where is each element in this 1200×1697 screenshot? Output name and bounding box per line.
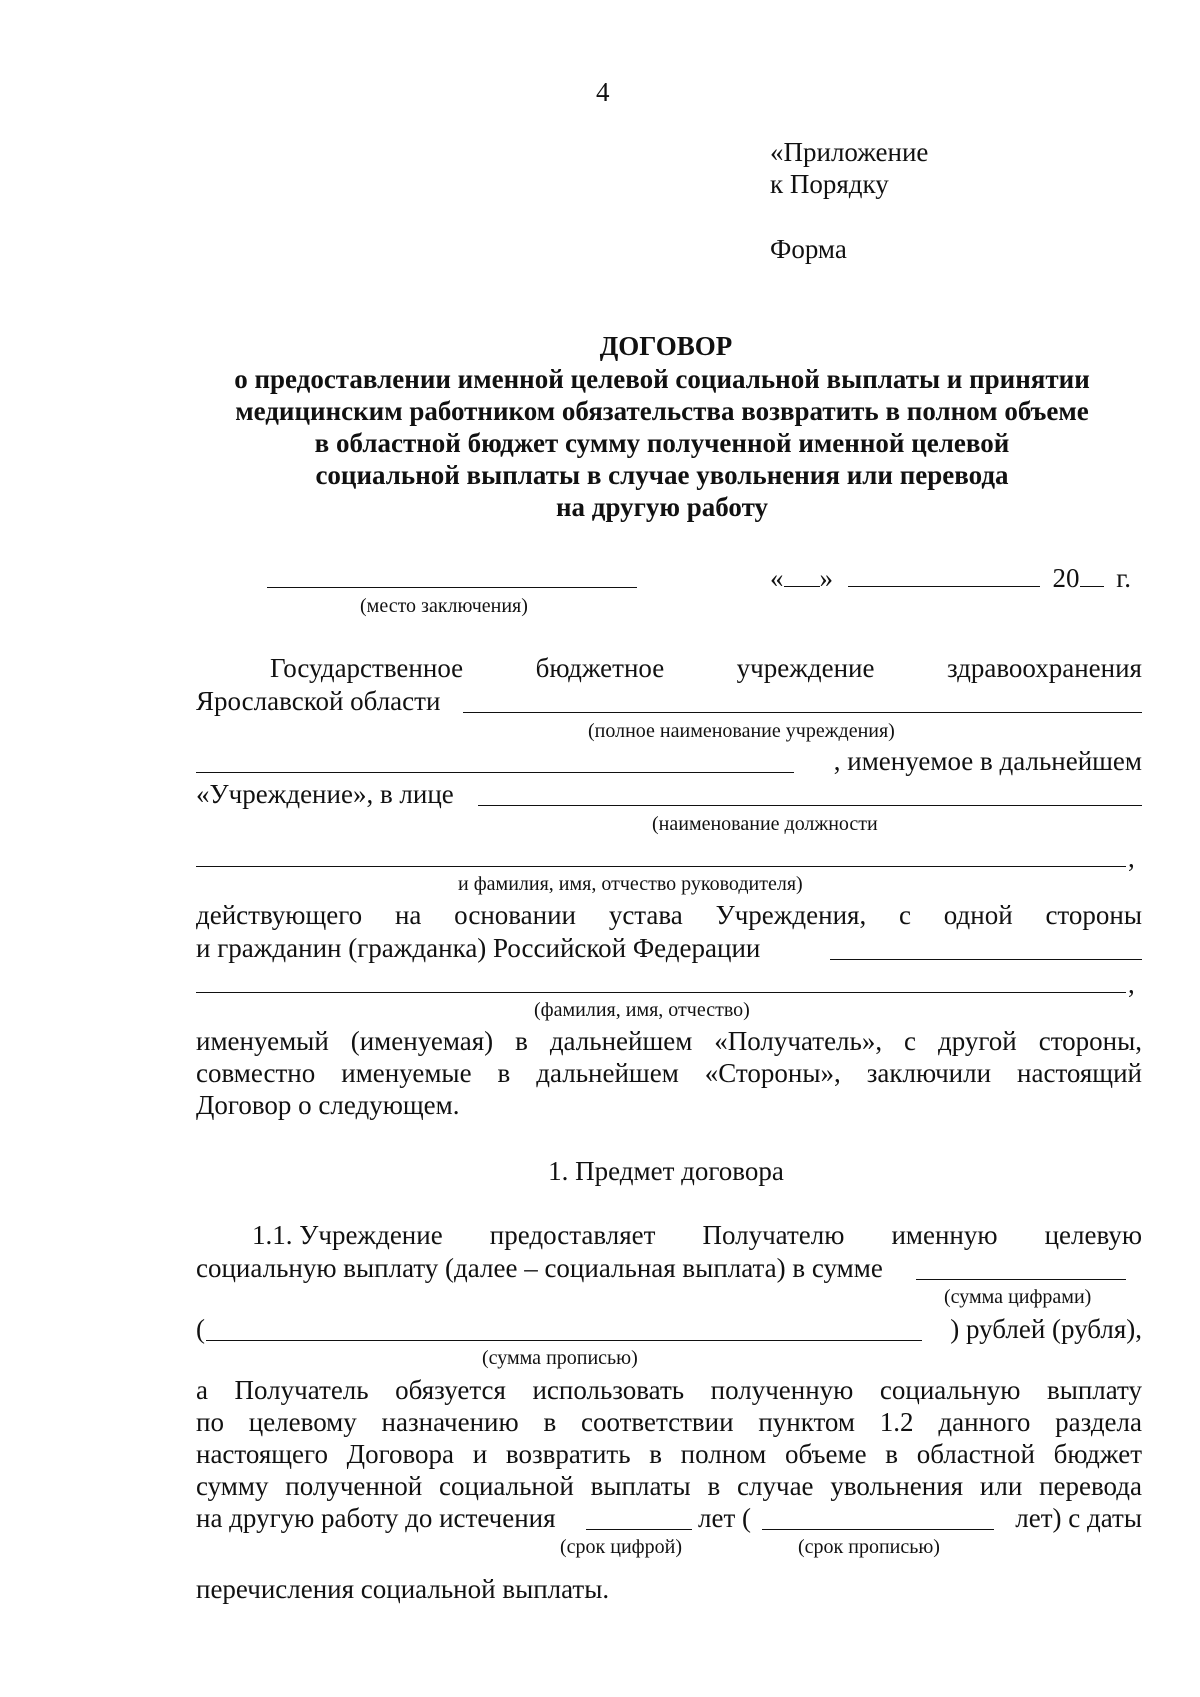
caption-sum-digits: (сумма цифрами) bbox=[944, 1286, 1092, 1308]
section-1-line-d: сумму полученной социальной выплаты в случае увольнения или перевода bbox=[196, 1471, 1142, 1501]
title-line-3: в областной бюджет сумму полученной именной целевой bbox=[314, 428, 1010, 458]
open-paren: ( bbox=[196, 1314, 205, 1344]
section-1-line-2: социальную выплату (далее – социальная выплата) в сумме bbox=[196, 1253, 883, 1283]
preamble-line-11: Договор о следующем. bbox=[196, 1090, 460, 1120]
title-line-1: о предоставлении именной целевой социальной выплаты и принятии bbox=[234, 364, 1090, 394]
word: учреждение bbox=[736, 653, 875, 683]
year-prefix: 20 bbox=[1052, 563, 1080, 593]
appendix-label: «Приложение bbox=[770, 137, 929, 167]
year-blank bbox=[1080, 564, 1104, 587]
head-name-blank bbox=[196, 866, 1126, 867]
term-words-blank bbox=[762, 1529, 994, 1530]
institution-name-blank bbox=[463, 712, 1142, 713]
sum-words-blank bbox=[206, 1340, 922, 1341]
caption-position: (наименование должности bbox=[652, 813, 878, 835]
title-line-4: социальной выплаты в случае увольнения или перевода bbox=[315, 460, 1009, 490]
word: одной bbox=[943, 900, 1013, 930]
term-digits-blank bbox=[586, 1529, 692, 1530]
caption-term-words: (срок прописью) bbox=[798, 1536, 940, 1558]
date-line bbox=[770, 562, 1131, 594]
word: основании bbox=[454, 900, 577, 930]
section-1-heading: 1. Предмет договора bbox=[548, 1156, 784, 1186]
title-line-5: на другую работу bbox=[556, 492, 768, 522]
word: предоставляет bbox=[489, 1220, 656, 1250]
word: Государственное bbox=[270, 653, 464, 683]
preamble-line-6 bbox=[196, 899, 1142, 931]
year-suffix: г. bbox=[1116, 563, 1132, 593]
caption-term-digits: (срок цифрой) bbox=[560, 1536, 682, 1558]
document-heading: ДОГОВОР bbox=[599, 331, 733, 361]
comma-1: , bbox=[1128, 843, 1135, 873]
day-blank bbox=[784, 564, 820, 587]
month-blank bbox=[848, 564, 1040, 587]
word: 1.1. Учреждение bbox=[252, 1220, 443, 1250]
caption-sum-words: (сумма прописью) bbox=[482, 1347, 638, 1369]
rubles-label: ) рублей (рубля), bbox=[950, 1314, 1142, 1344]
section-1-line-b: по целевому назначению в соответствии пунктом 1.2 данного раздела bbox=[196, 1407, 1142, 1437]
word: Получателю bbox=[702, 1220, 845, 1250]
word: именную bbox=[891, 1220, 998, 1250]
caption-head-name: и фамилия, имя, отчество руководителя) bbox=[458, 873, 803, 895]
date-open-quote: « bbox=[770, 563, 784, 593]
word: устава bbox=[608, 900, 683, 930]
caption-full-name: (полное наименование учреждения) bbox=[588, 720, 895, 742]
word: бюджетное bbox=[535, 653, 665, 683]
preamble-line-2: Ярославской области bbox=[196, 686, 441, 716]
preamble-line-3: , именуемое в дальнейшем bbox=[833, 746, 1142, 776]
word: целевую bbox=[1044, 1220, 1142, 1250]
section-1-line-e-end: лет) с даты bbox=[1015, 1503, 1142, 1533]
preamble-line-9: именуемый (именуемая) в дальнейшем «Получатель», с другой стороны, bbox=[196, 1026, 1142, 1056]
word: действующего bbox=[196, 900, 363, 930]
citizen-blank-2 bbox=[196, 992, 1126, 993]
section-1-line-e-years: лет ( bbox=[698, 1503, 751, 1533]
word: стороны bbox=[1045, 900, 1142, 930]
preamble-line-7: и гражданин (гражданка) Российской Федерации bbox=[196, 933, 761, 963]
preamble-line-4: «Учреждение», в лице bbox=[196, 779, 454, 809]
word: с bbox=[899, 900, 911, 930]
sum-digits-blank bbox=[916, 1279, 1126, 1280]
place-caption: (место заключения) bbox=[360, 595, 528, 617]
section-1-line-1 bbox=[252, 1219, 1142, 1251]
date-close-quote: » bbox=[819, 563, 833, 593]
place-blank bbox=[267, 587, 637, 588]
preamble-line-10: совместно именуемые в дальнейшем «Стороны», заключили настоящий bbox=[196, 1058, 1142, 1088]
section-1-line-c: настоящего Договора и возвратить в полном объеме в областной бюджет bbox=[196, 1439, 1142, 1469]
word: Учреждения, bbox=[715, 900, 867, 930]
position-blank bbox=[478, 805, 1142, 806]
form-label: Форма bbox=[770, 234, 847, 264]
word: на bbox=[394, 900, 422, 930]
citizen-blank-1 bbox=[830, 959, 1142, 960]
preamble-line-1 bbox=[270, 652, 1142, 684]
section-1-line-a: а Получатель обязуется использовать полученную социальную выплату bbox=[196, 1375, 1142, 1405]
section-1-line-f: перечисления социальной выплаты. bbox=[196, 1574, 610, 1604]
comma-2: , bbox=[1128, 969, 1135, 999]
word: здравоохранения bbox=[946, 653, 1142, 683]
institution-name-blank-2 bbox=[196, 772, 794, 773]
title-line-2: медицинским работником обязательства возвратить в полном объеме bbox=[235, 396, 1089, 426]
order-label: к Порядку bbox=[770, 169, 889, 199]
caption-fio: (фамилия, имя, отчество) bbox=[534, 999, 750, 1021]
section-1-line-e-start: на другую работу до истечения bbox=[196, 1503, 556, 1533]
page-number: 4 bbox=[596, 77, 610, 107]
